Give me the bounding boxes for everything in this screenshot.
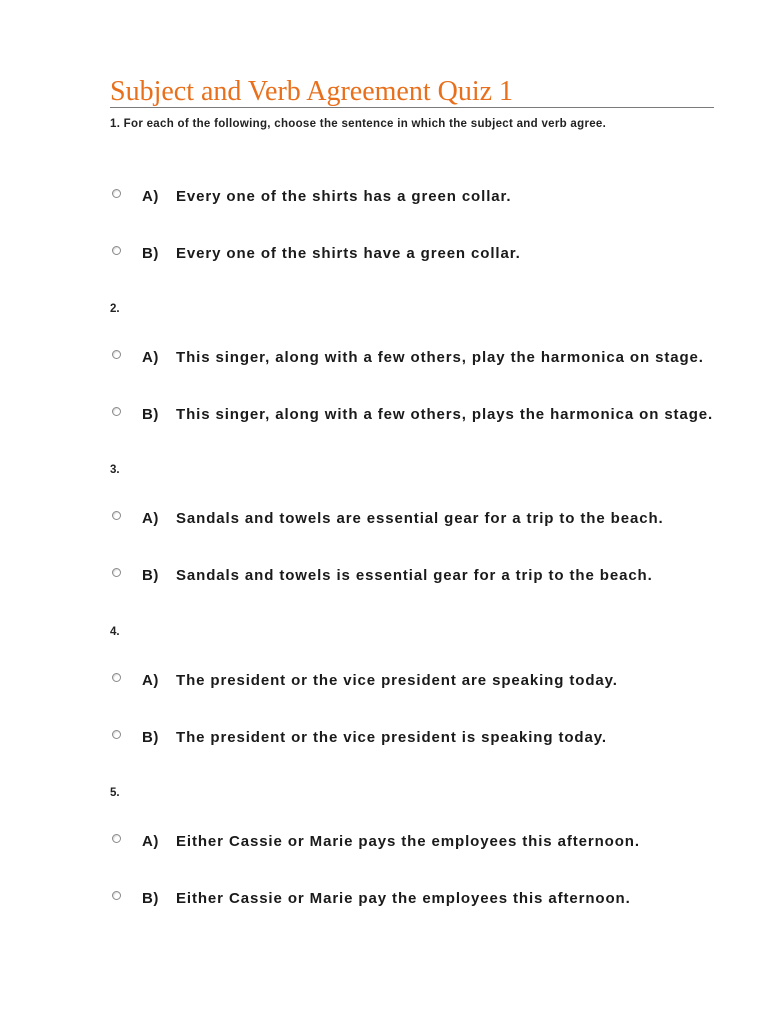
option-letter: B) xyxy=(142,729,160,746)
option-text: Sandals and towels is essential gear for a trip to the beach. xyxy=(176,567,653,584)
option-text: This singer, along with a few others, plays the harmonica on stage. xyxy=(176,406,714,423)
option-text: Either Cassie or Marie pays the employees this afternoon. xyxy=(176,833,640,850)
radio-button-icon[interactable] xyxy=(112,891,121,900)
option-text: Every one of the shirts have a green collar. xyxy=(176,245,521,262)
question-1-option-a[interactable] xyxy=(110,187,768,209)
option-letter: A) xyxy=(142,833,160,850)
question-5-option-b[interactable] xyxy=(110,889,768,911)
option-letter: A) xyxy=(142,349,160,366)
radio-button-icon[interactable] xyxy=(112,834,121,843)
question-2-option-a[interactable] xyxy=(110,348,768,370)
title-divider xyxy=(110,107,714,108)
question-3-option-b[interactable] xyxy=(110,566,768,588)
option-text: This singer, along with a few others, play the harmonica on stage. xyxy=(176,349,704,366)
option-text: Every one of the shirts has a green collar. xyxy=(176,188,512,205)
radio-button-icon[interactable] xyxy=(112,673,121,682)
question-4-number: 4. xyxy=(110,626,120,638)
question-2-number: 2. xyxy=(110,303,120,315)
question-5-number: 5. xyxy=(110,787,120,799)
radio-button-icon[interactable] xyxy=(112,730,121,739)
option-letter: B) xyxy=(142,406,160,423)
question-4-option-b[interactable] xyxy=(110,728,768,750)
question-2-option-b[interactable] xyxy=(110,405,768,427)
radio-button-icon[interactable] xyxy=(112,568,121,577)
option-letter: A) xyxy=(142,188,160,205)
question-3-option-a[interactable] xyxy=(110,509,768,531)
quiz-title: Subject and Verb Agreement Quiz 1 xyxy=(110,76,514,107)
option-text: Either Cassie or Marie pay the employees this afternoon. xyxy=(176,890,631,907)
option-letter: B) xyxy=(142,567,160,584)
question-1-option-b[interactable] xyxy=(110,244,768,266)
radio-button-icon[interactable] xyxy=(112,407,121,416)
radio-button-icon[interactable] xyxy=(112,350,121,359)
question-3-number: 3. xyxy=(110,464,120,476)
option-text: The president or the vice president are speaking today. xyxy=(176,672,618,689)
option-text: The president or the vice president is speaking today. xyxy=(176,729,607,746)
question-5-option-a[interactable] xyxy=(110,832,768,854)
option-letter: A) xyxy=(142,672,160,689)
option-letter: A) xyxy=(142,510,160,527)
question-4-option-a[interactable] xyxy=(110,671,768,693)
option-text: Sandals and towels are essential gear for a trip to the beach. xyxy=(176,510,664,527)
radio-button-icon[interactable] xyxy=(112,511,121,520)
radio-button-icon[interactable] xyxy=(112,246,121,255)
option-letter: B) xyxy=(142,245,160,262)
quiz-instructions: 1. For each of the following, choose the sentence in which the subject and verb agree. xyxy=(110,118,607,130)
option-letter: B) xyxy=(142,890,160,907)
radio-button-icon[interactable] xyxy=(112,189,121,198)
